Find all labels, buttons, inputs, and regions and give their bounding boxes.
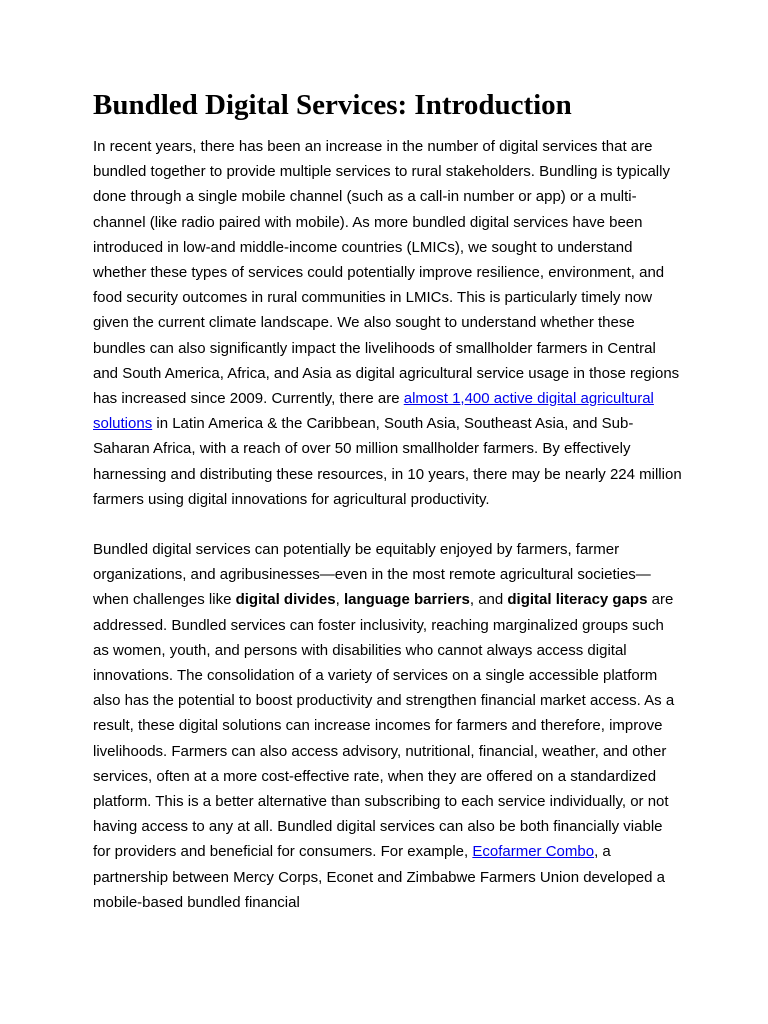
digital-solutions-link[interactable]: almost 1,400 active digital agricultural solutions (93, 390, 654, 433)
ecofarmer-combo-link[interactable]: Ecofarmer Combo (472, 843, 595, 861)
paragraph-text: , a partnership between Mercy Corps, Econet and Zimbabwe Farmers Union developed a mobile-based bundled financial (93, 843, 665, 911)
bold-term-digital-divides: digital divides (235, 591, 336, 609)
paragraph-text: are addressed. Bundled services can foster inclusivity, reaching marginalized groups such as women, youth, and persons with disabilities who cannot always access digital innovations. The consolidation of a variety of services on a single accessible platform also has the potential to boost productivity and strengthen financial market access. As a result, these digital solutions can increase incomes for farmers and therefore, improve livelihoods. Farmers can also access advisory, nutritional, financial, weather, and other services, often at a more cost-effective rate, when they are offered on a standardized platform. This is a better alternative than subscribing to each service individually, or not having access to any at all. Bundled digital services can also be both financially viable for providers and beneficial for consumers. For example, (93, 591, 675, 861)
page-title: Bundled Digital Services: Introduction (93, 89, 572, 121)
paragraph-text: in Latin America & the Caribbean, South Asia, Southeast Asia, and Sub-Saharan Africa, with a reach of over 50 million smallholder farmers. By effectively harnessing and distributing these resources, in 10 years, there may be nearly 224 million farmers using digital innovations for agricultural productivity. (93, 415, 682, 508)
paragraph-text: In recent years, there has been an increase in the number of digital services that are bundled together to provide multiple services to rural stakeholders. Bundling is typically done through a single mobile channel (such as a call-in number or app) or a multi-channel (like radio paired with mobile). As more bundled digital services have been introduced in low-and middle-income countries (LMICs), we sought to understand whether these types of services could potentially improve resilience, environment, and food security outcomes in rural communities in LMICs. This is particularly timely now given the current climate landscape. We also sought to understand whether these bundles can also significantly impact the livelihoods of smallholder farmers in Central and South America, Africa, and Asia as digital agricultural service usage in those regions has increased since 2009. Currently, there are (93, 138, 680, 408)
intro-paragraph-2 (93, 537, 683, 915)
bold-term-digital-literacy-gaps: digital literacy gaps (507, 591, 648, 609)
document-page (93, 86, 683, 915)
intro-paragraph-1 (93, 134, 683, 512)
paragraph-text: , (335, 591, 344, 609)
paragraph-text: , and (469, 591, 508, 609)
paragraph-text: Bundled digital services can potentially be equitably enjoyed by farmers, farmer organizations, and agribusinesses—even in the most remote agricultural societies—when challenges like (93, 541, 651, 609)
bold-term-language-barriers: language barriers (343, 591, 470, 609)
